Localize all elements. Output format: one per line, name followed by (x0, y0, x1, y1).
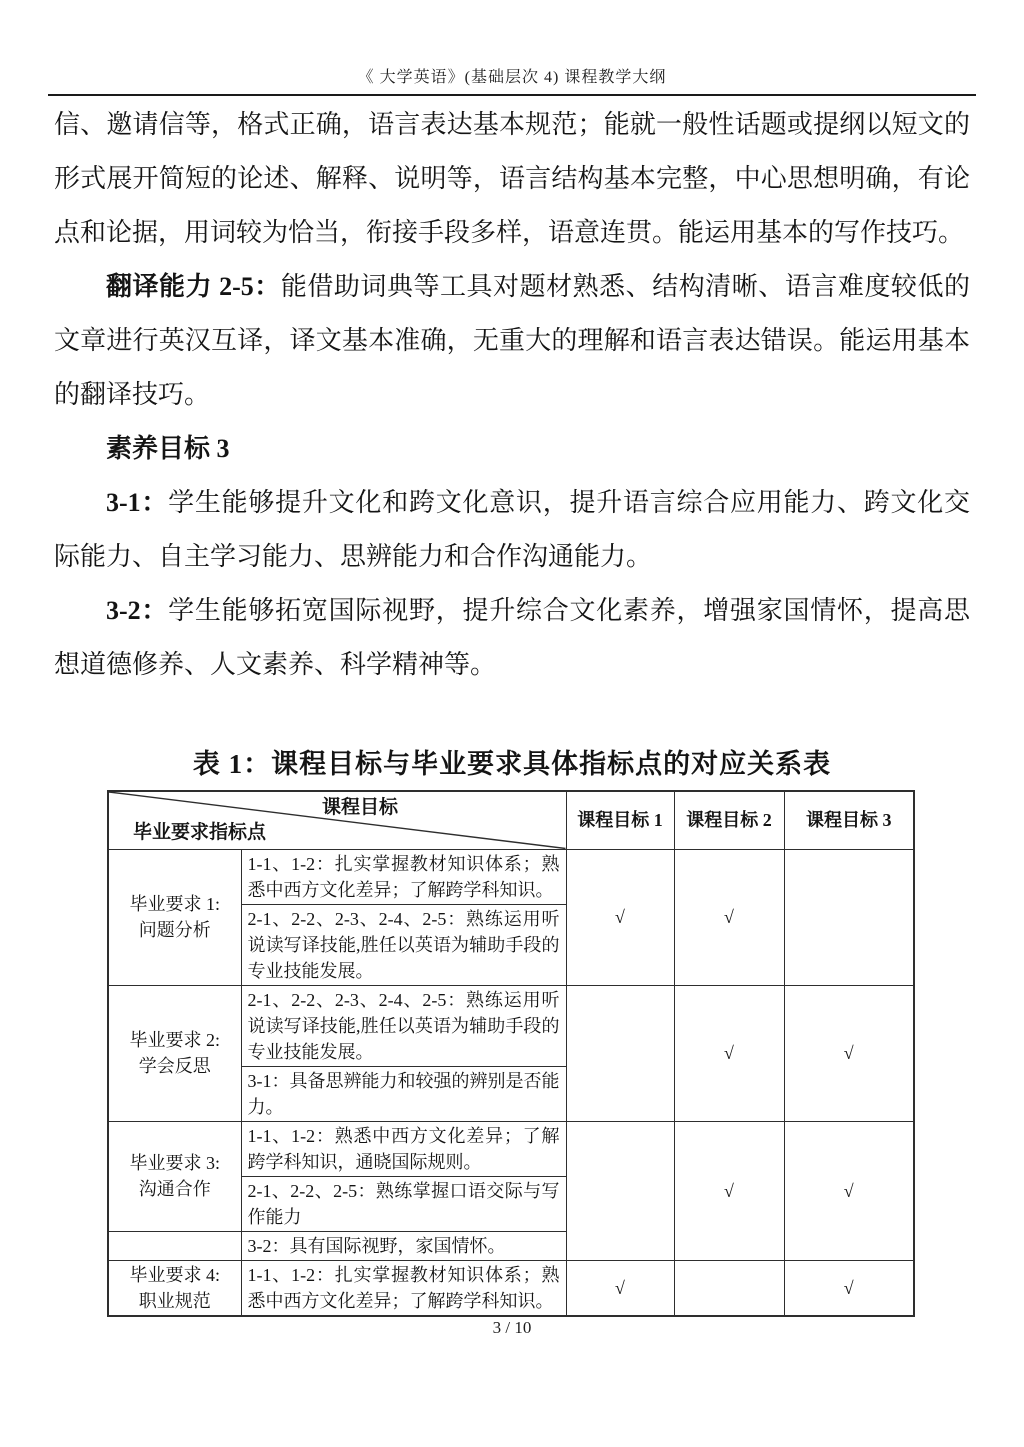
mark-cell-goal-3: √ (784, 1260, 914, 1316)
requirement-cell-empty (108, 1231, 241, 1260)
goal-header-1: 课程目标 1 (566, 791, 674, 849)
mark-cell-goal-3 (784, 849, 914, 985)
bold-run: 3-1： (106, 488, 169, 517)
doc-header-title: 《 大学英语》(基础层次 4) 课程教学大纲 (357, 69, 667, 86)
text-run: 学生能够提升文化和跨文化意识，提升语言综合应用能力、跨文化交际能力、自主学习能力、思辨能力和合作沟通能力。 (54, 488, 970, 571)
bold-run: 3-2： (106, 596, 169, 625)
goal-header-2: 课程目标 2 (674, 791, 784, 849)
indicator-cell: 1-1、1-2：扎实掌握教材知识体系；熟悉中西方文化差异；了解跨学科知识。 (241, 849, 566, 904)
mark-cell-goal-2: √ (674, 1121, 784, 1260)
mark-cell-goal-1 (566, 1121, 674, 1260)
mark-cell-goal-1 (566, 985, 674, 1121)
bold-run: 翻译能力 2-5： (106, 272, 281, 301)
requirement-cell: 毕业要求 3: 沟通合作 (108, 1121, 241, 1231)
indicator-cell: 2-1、2-2、2-3、2-4、2-5：熟练运用听说读写译技能,胜任以英语为辅助手段的专业技能发展。 (241, 904, 566, 985)
indicator-cell: 2-1、2-2、2-3、2-4、2-5：熟练运用听说读写译技能,胜任以英语为辅助手段的专业技能发展。 (241, 985, 566, 1066)
table-header-row (108, 791, 914, 849)
paragraph (54, 476, 970, 584)
text-run: 学生能够拓宽国际视野，提升综合文化素养，增强家国情怀，提高思想道德修养、人文素养、科学精神等。 (54, 596, 970, 679)
indicator-cell: 1-1、1-2：扎实掌握教材知识体系；熟悉中西方文化差异；了解跨学科知识。 (241, 1260, 566, 1316)
mapping-table-wrap (107, 790, 915, 1317)
requirement-cell: 毕业要求 4: 职业规范 (108, 1260, 241, 1316)
mark-cell-goal-1: √ (566, 849, 674, 985)
mark-cell-goal-1: √ (566, 1260, 674, 1316)
paragraph (54, 422, 970, 476)
table-row (108, 1121, 914, 1176)
corner-label-grad-indicators: 毕业要求指标点 (133, 821, 267, 843)
requirement-cell: 毕业要求 2: 学会反思 (108, 985, 241, 1121)
mark-cell-goal-2 (674, 1260, 784, 1316)
page-number: 3 / 10 (492, 1318, 532, 1337)
table-title: 表 1：课程目标与毕业要求具体指标点的对应关系表 (192, 749, 832, 779)
mapping-table (107, 790, 915, 1317)
corner-cell (108, 791, 566, 849)
paragraph (54, 98, 970, 260)
goal-header-3: 课程目标 3 (784, 791, 914, 849)
mark-cell-goal-3: √ (784, 985, 914, 1121)
mark-cell-goal-3: √ (784, 1121, 914, 1260)
header-rule (48, 94, 976, 96)
indicator-cell: 3-2：具有国际视野，家国情怀。 (241, 1231, 566, 1260)
indicator-cell: 2-1、2-2、2-5：熟练掌握口语交际与写作能力 (241, 1176, 566, 1231)
indicator-cell: 1-1、1-2：熟悉中西方文化差异；了解跨学科知识，通晓国际规则。 (241, 1121, 566, 1176)
requirement-cell: 毕业要求 1: 问题分析 (108, 849, 241, 985)
table-row (108, 1260, 914, 1316)
table-row (108, 849, 914, 904)
mark-cell-goal-2: √ (674, 849, 784, 985)
mark-cell-goal-2: √ (674, 985, 784, 1121)
paragraph (54, 260, 970, 422)
matrix-tbody (108, 849, 914, 1316)
indicator-cell: 3-1：具备思辨能力和较强的辨别是否能力。 (241, 1066, 566, 1121)
paragraph (54, 584, 970, 692)
corner-label-course-goals: 课程目标 (322, 797, 399, 818)
table-row (108, 985, 914, 1066)
body-text (54, 98, 970, 692)
text-run: 信、邀请信等，格式正确，语言表达基本规范；能就一般性话题或提纲以短文的形式展开简短的论述、解释、说明等，语言结构基本完整，中心思想明确，有论点和论据，用词较为恰当，衔接手段多样，语意连贯。能运用基本的写作技巧。 (54, 110, 970, 247)
bold-run: 素养目标 3 (106, 434, 230, 463)
text-run: 能借助词典等工具对题材熟悉、结构清晰、语言难度较低的文章进行英汉互译，译文基本准确，无重大的理解和语言表达错误。能运用基本的翻译技巧。 (54, 272, 970, 409)
